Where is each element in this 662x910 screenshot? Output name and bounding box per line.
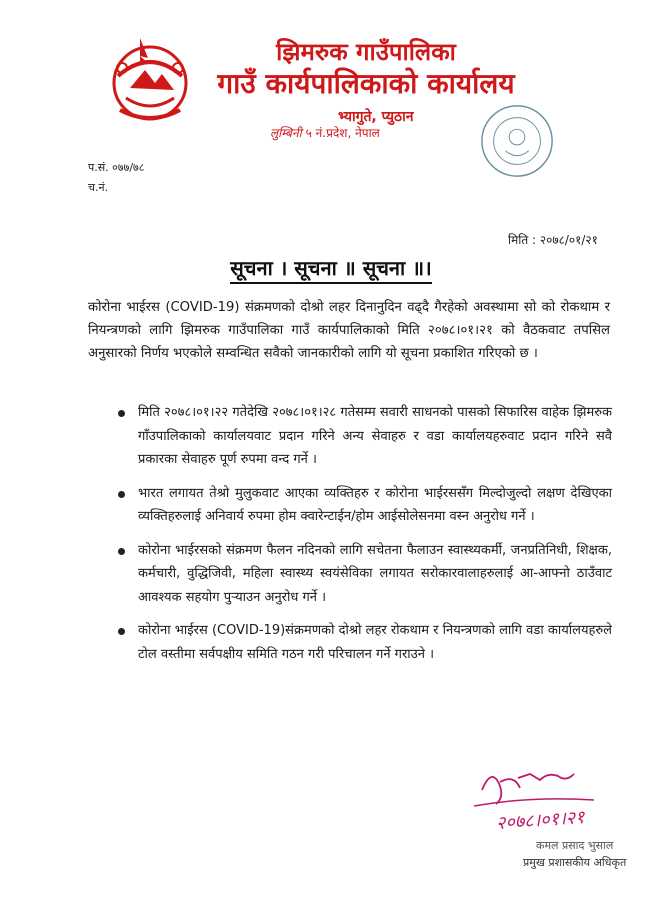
- bullet-icon: [118, 628, 125, 635]
- list-item-text: भारत लगायत तेश्रो मुलुकवाट आएका व्यक्तिहरु र कोरोना भाईरससँग मिल्दोजुल्दो लक्षण देखिएका व्यक्तिहरुलाई अनिवार्य रुपमा होम क्वारेन्टाईन/होम आईसोलेसनमा वस्न अनुरोध गर्ने ।: [138, 485, 612, 524]
- bullet-icon: [118, 410, 125, 417]
- municipality-name: झिमरुक गाउँपालिका: [276, 38, 456, 66]
- list-item: [118, 619, 612, 666]
- patra-sankhya: प.सं. ०७७/७८: [88, 161, 145, 174]
- signatory-title: प्रमुख प्रशासकीय अधिकृत: [523, 856, 627, 869]
- notice-date: मिति : २०७८/०१/२१: [508, 233, 598, 247]
- list-item-text: कोरोना भाईरस (COVID-19)संक्रमणको दोश्रो लहर रोकथाम र नियन्त्रणको लागि वडा कार्यालयहरुले टोल वस्तीमा सर्वपक्षीय समिति गठन गरी परिचालन गर्ने गराउने ।: [138, 623, 612, 662]
- province-script: लुम्बिनी: [270, 126, 302, 140]
- notice-title-text: सूचना । सूचना ॥ सूचना ॥।: [230, 256, 431, 284]
- list-item-text: मिति २०७८।०१।२२ गतेदेखि २०७८।०१।२८ गतेसम्म सवारी साधनको पासको सिफारिस वाहेक झिमरुक गाँउपालिकाको कार्यालयवाट प्रदान गरिने अन्य सेवाहरु र वडा कार्यालयहरुवाट प्रदान गरिने सवै प्रकारका सेवाहरु पूर्ण रुपमा वन्द गर्ने ।: [138, 405, 612, 467]
- bullet-icon: [118, 548, 125, 555]
- province-line: [270, 124, 380, 141]
- office-address: भ्यागुते, प्युठान: [338, 109, 414, 125]
- signature-date: २०७८।०१।२१: [495, 806, 586, 835]
- office-name: गाउँ कार्यपालिकाको कार्यालय: [217, 67, 515, 100]
- list-item-text: कोरोना भाईरसको संक्रमण फैलन नदिनको लागि सचेतना फैलाउन स्वास्थ्यकर्मी, जनप्रतिनिधी, शिक्षक, कर्मचारी, वुद्धिजिवी, महिला स्वास्थ्य स्वयंसेविका लगायत सरोकारवालाहरुलाई आ-आफ्नो ठाउँवाट आवश्यक सहयोग पुर्‍याउन अनुरोध गर्ने ।: [138, 542, 612, 605]
- signatory-name: कमल प्रसाद भुसाल: [536, 839, 614, 852]
- decision-list: [118, 401, 612, 676]
- list-item: [118, 401, 612, 472]
- province-rest: ५ नं.प्रदेश, नेपाल: [301, 126, 380, 140]
- bullet-icon: [118, 491, 125, 498]
- chalani-number: च.नं.: [88, 181, 109, 194]
- notice-title: [0, 254, 662, 281]
- list-item: [118, 539, 612, 610]
- intro-paragraph: कोरोना भाईरस (COVID-19) संक्रमणको दोश्रो लहर दिनानुदिन वढ्दै गैरहेको अवस्थामा सो को रोकथाम र नियन्त्रणको लागि झिमरुक गाउँपालिका गाउँ कार्यपालिकाको मिति २०७८।०१।२१ को वैठकवाट तपसिल अनुसारको निर्णय भएकोले सम्वन्धित सवैको जानकारीको लागि यो सूचना प्रकाशित गरिएको छ ।: [88, 300, 610, 361]
- office-stamp-icon: [478, 102, 556, 180]
- list-item: [118, 482, 612, 529]
